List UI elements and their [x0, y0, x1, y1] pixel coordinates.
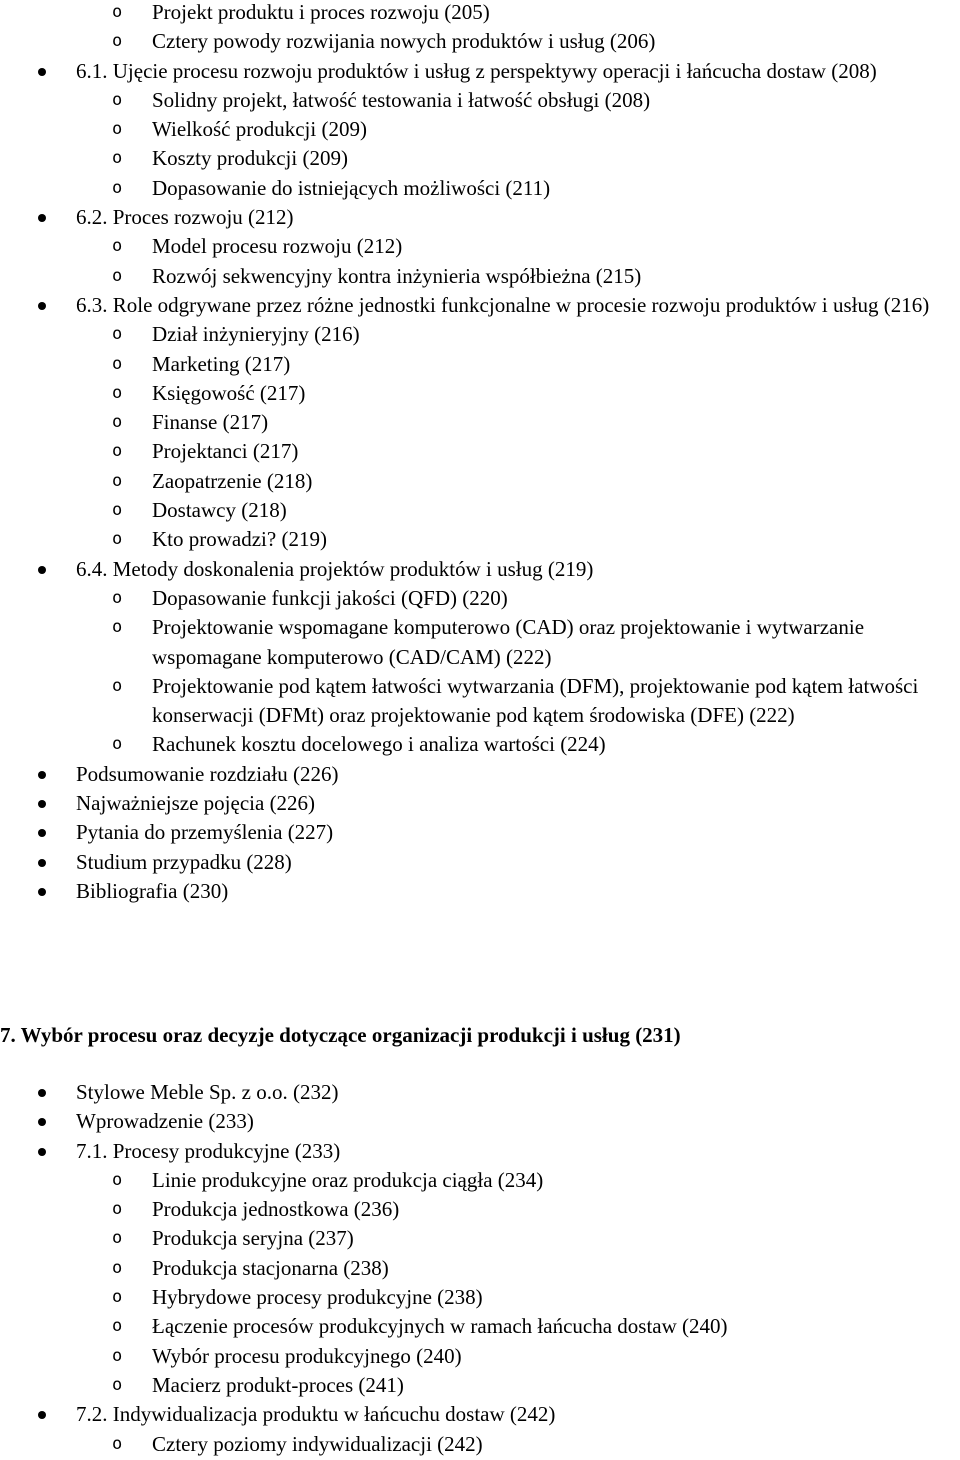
list-item: Bibliografia (230) [76, 877, 960, 906]
list-item: o Produkcja stacjonarna (238) [152, 1254, 728, 1283]
section-label: 6.4. Metody doskonalenia projektów produktów i usług (219) [76, 556, 594, 581]
list-item: o Solidny projekt, łatwość testowania i łatwość obsługi (208) [152, 86, 960, 115]
section-6-1 [76, 57, 960, 203]
list-item: o Produkcja jednostkowa (236) [152, 1195, 728, 1224]
list-item: o Kto prowadzi? (219) [152, 525, 960, 554]
chapter-7 [0, 1078, 728, 1459]
list-item: o Rozwój sekwencyjny kontra inżynieria współbieżna (215) [152, 262, 960, 291]
list-item: o Projektowanie wspomagane komputerowo (CAD) oraz projektowanie i wytwarzanie wspomagane komputerowo (CAD/CAM) (222) [152, 613, 960, 672]
list-item: o Rachunek kosztu docelowego i analiza wartości (224) [152, 730, 960, 759]
list-item: o Wybór procesu produkcyjnego (240) [152, 1342, 728, 1371]
section-6-2 [76, 203, 960, 291]
list-item: Najważniejsze pojęcia (226) [76, 789, 960, 818]
list-item: o Zaopatrzenie (218) [152, 467, 960, 496]
list-item: o Dział inżynieryjny (216) [152, 320, 960, 349]
list-item: o Koszty produkcji (209) [152, 144, 960, 173]
sublist-6-4 [76, 584, 960, 760]
section-label: 6.1. Ujęcie procesu rozwoju produktów i usług z perspektywy operacji i łańcucha dostaw (208) [76, 58, 877, 83]
list-item: o Wielkość produkcji (209) [152, 115, 960, 144]
list-item: o Dopasowanie do istniejących możliwości (211) [152, 174, 960, 203]
list-item: Stylowe Meble Sp. z o.o. (232) [76, 1078, 728, 1107]
sublist-7-2 [76, 1430, 728, 1459]
section-6-4 [76, 555, 960, 760]
list-item: o Marketing (217) [152, 350, 960, 379]
list-item: o Cztery powody rozwijania nowych produktów i usług (206) [152, 27, 960, 56]
list-item: o Łączenie procesów produkcyjnych w ramach łańcucha dostaw (240) [152, 1312, 728, 1341]
section-7-2 [76, 1400, 728, 1459]
chapter-7-title: 7. Wybór procesu oraz decyzje dotyczące organizacji produkcji i usług (231) [0, 1023, 681, 1047]
list-6 [0, 57, 960, 907]
section-label: 7.1. Procesy produkcyjne (233) [76, 1138, 341, 1163]
list-item: Studium przypadku (228) [76, 848, 960, 877]
sublist-6-3 [76, 320, 960, 554]
section-label: 6.3. Role odgrywane przez różne jednostki funkcjonalne w procesie rozwoju produktów i usług (216) [76, 292, 930, 317]
sublist-7-1 [76, 1166, 728, 1400]
list-7 [0, 1078, 728, 1459]
sublist-6-2 [76, 232, 960, 291]
list-item: Pytania do przemyślenia (227) [76, 818, 960, 847]
list-item: Wprowadzenie (233) [76, 1107, 728, 1136]
list-item: o Dostawcy (218) [152, 496, 960, 525]
list-item: o Projekt produktu i proces rozwoju (205) [152, 0, 960, 27]
sublist-6-0 [0, 0, 960, 57]
list-item: o Produkcja seryjna (237) [152, 1224, 728, 1253]
section-label: 7.2. Indywidualizacja produktu w łańcuchu dostaw (242) [76, 1402, 556, 1427]
section-6-3 [76, 291, 960, 555]
list-item: o Księgowość (217) [152, 379, 960, 408]
list-item: o Projektowanie pod kątem łatwości wytwarzania (DFM), projektowanie pod kątem łatwości konserwacji (DFMt) oraz projektowanie pod kątem środowiska (DFE) (222) [152, 672, 960, 731]
list-item: o Dopasowanie funkcji jakości (QFD) (220) [152, 584, 960, 613]
list-item: o Cztery poziomy indywidualizacji (242) [152, 1430, 728, 1459]
list-item: o Linie produkcyjne oraz produkcja ciągła (234) [152, 1166, 728, 1195]
section-label: 6.2. Proces rozwoju (212) [76, 205, 294, 230]
list-item: o Projektanci (217) [152, 437, 960, 466]
section-7-1 [76, 1137, 728, 1401]
list-item: Podsumowanie rozdziału (226) [76, 760, 960, 789]
list-item: o Finanse (217) [152, 408, 960, 437]
list-item: o Hybrydowe procesy produkcyjne (238) [152, 1283, 728, 1312]
list-item: o Model procesu rozwoju (212) [152, 232, 960, 261]
list-item: o Macierz produkt-proces (241) [152, 1371, 728, 1400]
sublist-6-1 [76, 86, 960, 203]
